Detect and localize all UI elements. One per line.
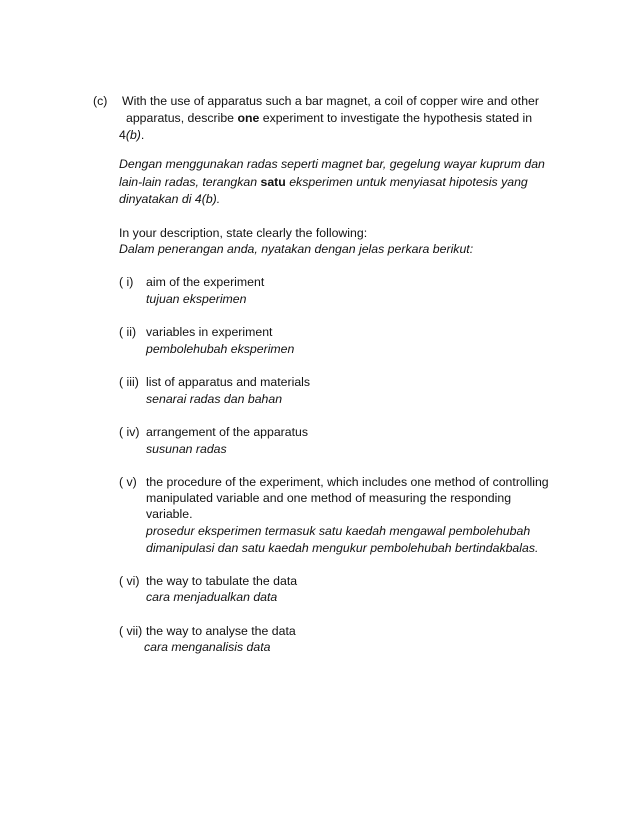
item-text-en-line3: variable. (146, 507, 193, 521)
item-text-en: variables in experiment (146, 325, 273, 339)
question-text-en-line1: With the use of apparatus such a bar magnet, a coil of copper wire and other (122, 94, 539, 108)
item-text-ms: cara menganalisis data (144, 640, 271, 654)
item-number: ( ii) (119, 325, 137, 339)
item-text-ms-line1: prosedur eksperimen termasuk satu kaedah mengawal pembolehubah (146, 524, 531, 538)
item-text-en-line1: the procedure of the experiment, which includes one method of controlling (146, 475, 549, 489)
question-label: (c) (93, 94, 108, 108)
question-text-ms-line2: lain-lain radas, terangkan satu eksperimen untuk menyiasat hipotesis yang (119, 175, 528, 189)
instruction-ms: Dalam penerangan anda, nyatakan dengan jelas perkara berikut: (119, 242, 474, 256)
emphasis-satu: satu (260, 175, 286, 189)
item-text-en: aim of the experiment (146, 275, 265, 289)
instruction-en: In your description, state clearly the following: (119, 226, 368, 240)
item-number: ( v) (119, 475, 137, 489)
item-text-ms: pembolehubah eksperimen (146, 342, 295, 356)
item-text-en: arrangement of the apparatus (146, 425, 309, 439)
item-text-en: list of apparatus and materials (146, 375, 311, 389)
item-text-ms-line2: dimanipulasi dan satu kaedah mengukur pembolehubah bertindakbalas. (146, 541, 539, 555)
item-number: ( vii) (119, 624, 143, 638)
emphasis-one: one (237, 111, 260, 125)
item-number: ( vi) (119, 574, 140, 588)
item-text-en: the way to analyse the data (146, 624, 296, 638)
item-text-ms: tujuan eksperimen (146, 292, 247, 306)
question-text-ms-line1: Dengan menggunakan radas seperti magnet bar, gegelung wayar kuprum dan (119, 157, 545, 171)
item-text-ms: susunan radas (146, 442, 227, 456)
item-text-en-line2: manipulated variable and one method of measuring the responding (146, 491, 512, 505)
item-text-ms: cara menjadualkan data (146, 590, 278, 604)
item-text-ms: senarai radas dan bahan (146, 392, 283, 406)
question-text-en-line2: apparatus, describe one experiment to investigate the hypothesis stated in (126, 111, 533, 125)
item-text-en: the way to tabulate the data (146, 574, 298, 588)
question-text-en-line3: 4(b). (119, 128, 145, 142)
item-number: ( iii) (119, 375, 139, 389)
item-number: ( iv) (119, 425, 140, 439)
item-number: ( i) (119, 275, 134, 289)
question-text-ms-line3: dinyatakan di 4(b). (119, 192, 221, 206)
